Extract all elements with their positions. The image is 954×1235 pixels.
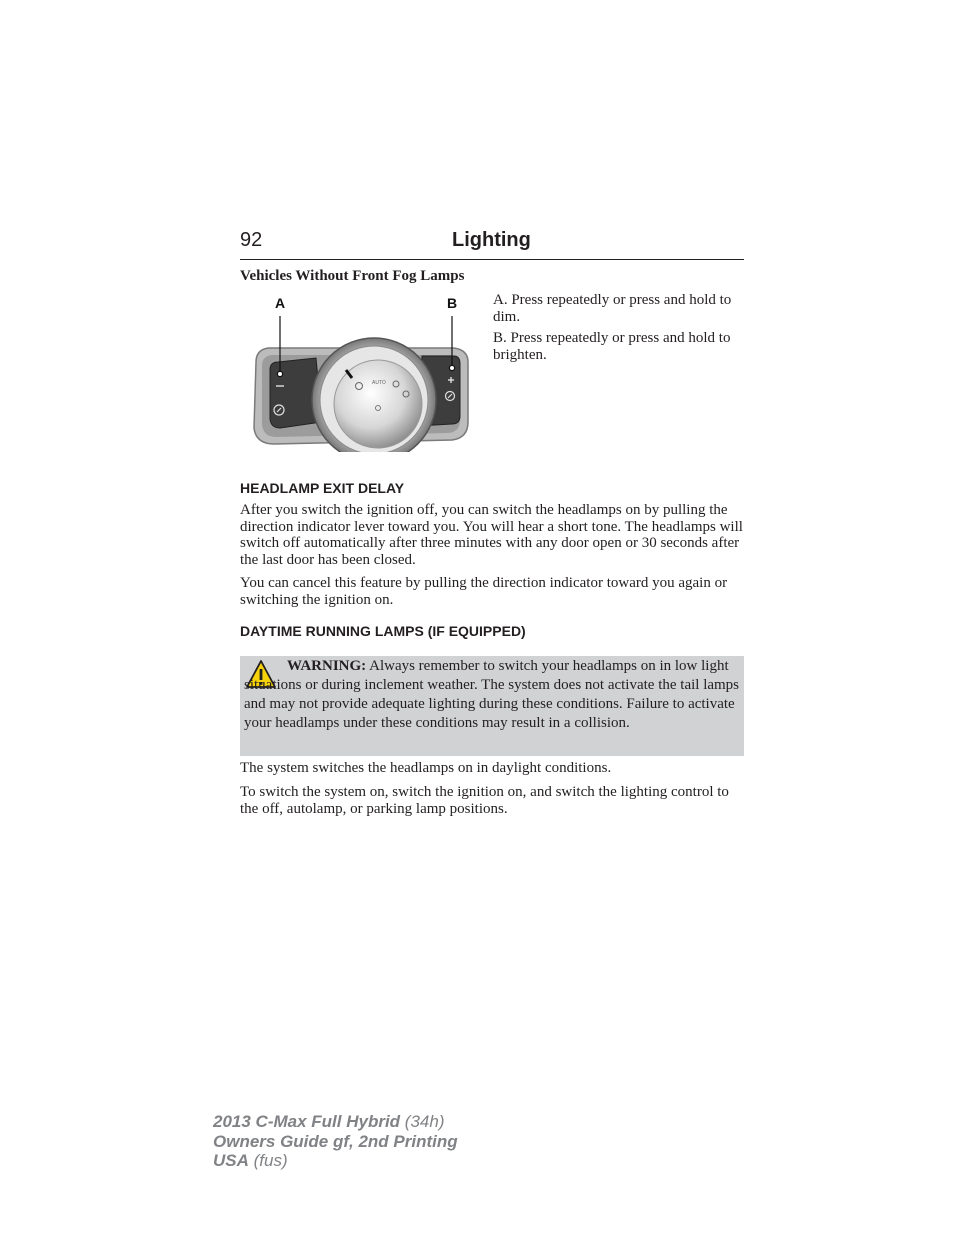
- warning-text: Always remember to switch your headlamps on in low light situations or during inclement weather. The system does not activate the tail lamps and may not provide adequate lighting during these conditions. Failure to activate your headlamps under these conditions may result in a collision.: [244, 658, 740, 731]
- heading-headlamp-exit-delay: HEADLAMP EXIT DELAY: [240, 480, 405, 496]
- figure-section-title: Vehicles Without Front Fog Lamps: [240, 268, 465, 284]
- warning-content: [244, 657, 741, 733]
- page-number: 92: [240, 229, 263, 251]
- callout-a-text: A. Press repeatedly or press and hold to dim.: [493, 292, 732, 325]
- footer-market-code: (fus): [253, 1151, 288, 1170]
- warning-box: [240, 656, 744, 756]
- warning-label: WARNING:: [287, 658, 367, 674]
- callout-b-text: B. Press repeatedly or press and hold to brighten.: [493, 330, 731, 363]
- page-header: [240, 229, 744, 260]
- headlamp-exit-delay-paragraph-1: After you switch the ignition off, you can switch the headlamps on by pulling the direction indicator lever toward you. You will hear a short tone. The headlamps will switch off automatically after three minutes with any door open or 30 seconds after the last door has been closed.: [240, 502, 743, 568]
- footer-model-code: (34h): [404, 1112, 445, 1131]
- svg-text:AUTO: AUTO: [372, 380, 386, 386]
- headlamp-exit-delay-paragraph-2: You can cancel this feature by pulling the direction indicator toward you again or switching the ignition on.: [240, 575, 728, 608]
- daytime-running-lamps-paragraph-1: The system switches the headlamps on in daylight conditions.: [240, 760, 612, 776]
- callout-label-b: B: [447, 295, 458, 311]
- footer-guide-edition: Owners Guide gf, 2nd Printing: [213, 1131, 458, 1151]
- heading-daytime-running-lamps: DAYTIME RUNNING LAMPS (IF EQUIPPED): [240, 623, 526, 639]
- chapter-title: Lighting: [452, 229, 531, 251]
- callout-label-a: A: [275, 295, 286, 311]
- footer-market: USA: [213, 1151, 249, 1170]
- document-footer: [213, 1112, 458, 1171]
- lighting-control-illustration: [246, 292, 478, 452]
- footer-model: 2013 C-Max Full Hybrid: [213, 1112, 401, 1131]
- daytime-running-lamps-paragraph-2: To switch the system on, switch the ignition on, and switch the lighting control to the off, autolamp, or parking lamp positions.: [240, 784, 729, 817]
